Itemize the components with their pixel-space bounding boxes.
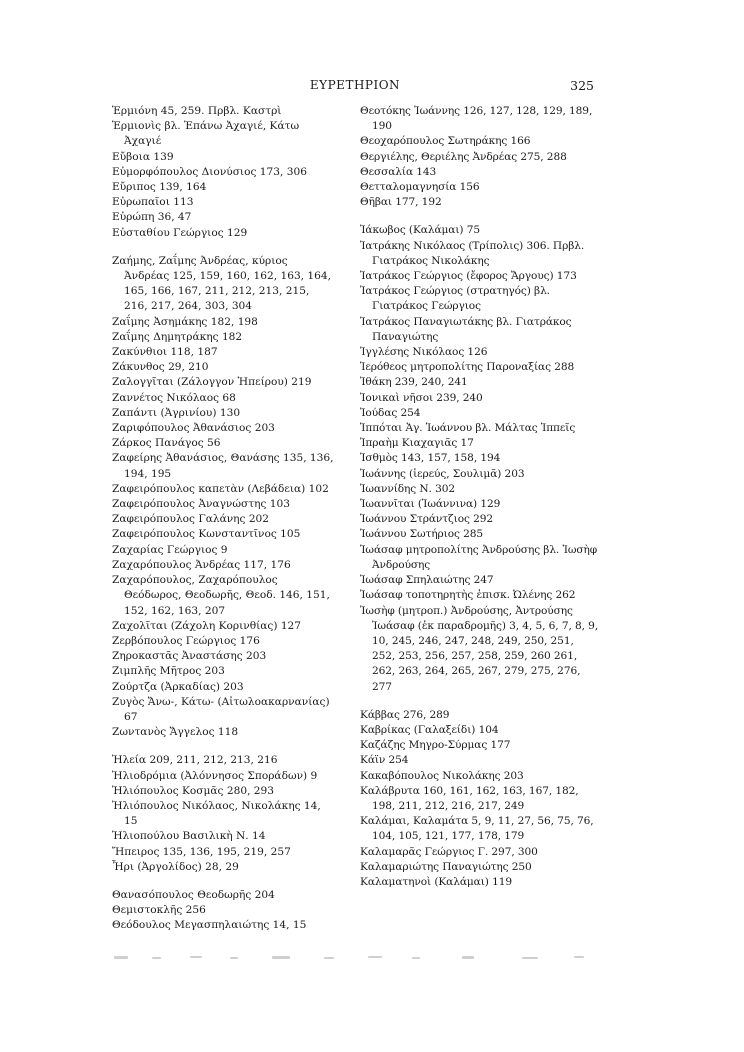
index-entry: Εὔριπος 139, 164 [112, 181, 207, 194]
index-entry: Ἰωάννου Σωτήριος 285 [360, 528, 483, 541]
index-column-right [360, 104, 600, 890]
index-entry: Εὐρώπη 36, 47 [112, 211, 192, 224]
index-entry: Εὐσταθίου Γεώργιος 129 [112, 226, 248, 239]
index-entry: Ἰούδας 254 [360, 406, 421, 419]
index-entry: Ἑρμιονὶς βλ. Ἐπάνω Ἀχαγιέ, Κάτω Ἀχαγιέ [112, 120, 300, 148]
left-index-group [112, 254, 334, 741]
index-entry: Εὔβοια 139 [112, 150, 174, 163]
running-header-title: ΕΥΡΕΤΗΡΙΟΝ [309, 78, 401, 92]
index-entry: Καλαμαρᾶς Γεώργιος Γ. 297, 300 [360, 845, 538, 858]
index-entry: Ζηροκαστᾶς Ἀναστάσης 203 [112, 650, 267, 663]
index-entry: Ζαΐμης Δημητράκης 182 [112, 330, 243, 343]
index-entry: Ἰγγλέσης Νικόλαος 126 [360, 346, 488, 359]
index-entry: Καλαματηνοὶ (Καλάμαι) 119 [360, 875, 513, 888]
index-entry: Εὐρωπαῖοι 113 [112, 196, 194, 209]
index-entry: Ἰατράκος Παναγιωτάκης βλ. Γιατράκος Παναγιώτης [360, 315, 572, 343]
index-entry: Θεόδουλος Μεγασπηλαιώτης 14, 15 [112, 919, 307, 932]
index-entry: Ζαχολῖται (Ζάχολη Κορινθίας) 127 [112, 619, 302, 632]
index-entry: Ἰωαννῖται (Ἰωάννινα) 129 [360, 498, 501, 511]
index-entry: Ἰωάννου Στράντζιος 292 [360, 513, 494, 526]
index-entry: Ζάκυνθος 29, 210 [112, 361, 209, 374]
index-entry: Ἱερόθεος μητροπολίτης Παροναξίας 288 [360, 361, 575, 374]
index-column-left [112, 104, 334, 934]
index-entry: Ἰάκωβος (Καλάμαι) 75 [360, 224, 480, 237]
index-entry: Ἰωάννης (ἱερεύς, Σουλιμᾶ) 203 [360, 467, 525, 480]
index-entry: Θετταλομαγνησία 156 [360, 181, 480, 194]
index-entry: Ἑρμιόνη 45, 259. Πρβλ. Καστρὶ [112, 105, 282, 117]
index-entry: Ζαλογγῖται (Ζάλογγον Ἠπείρου) 219 [112, 376, 312, 389]
index-entry: Ἰονικαὶ νῆσοι 239, 240 [360, 391, 483, 404]
index-entry: Ζαφειρόπουλος Γαλάνης 202 [112, 513, 270, 526]
index-entry: Ζαννέτος Νικόλαος 68 [112, 391, 236, 404]
index-entry: Θεσσαλία 143 [360, 165, 437, 178]
index-entry: Ζαπάντι (Ἀγρινίου) 130 [112, 406, 241, 419]
index-entry: Ἰθάκη 239, 240, 241 [360, 376, 468, 389]
index-entry: Ἠλιόπουλος Νικόλαος, Νικολάκης 14, 15 [112, 799, 321, 828]
left-index-group [112, 888, 334, 934]
index-entry: Ζαήμης, Ζαΐμης Ἀνδρέας, κύριος Ἀνδρέας 125, 159, 160, 162, 163, 164, 165, 166, 167, 211, 212, 213, 215, 216, 217, 264, 303, 304 [112, 254, 332, 313]
index-entry: Ἤπειρος 135, 136, 195, 219, 257 [112, 845, 291, 858]
index-entry: Ζαφειρόπουλος καπετὰν (Λεβάδεια) 102 [112, 482, 329, 495]
index-entry: Ἠλιοπούλου Βασιλικὴ Ν. 14 [112, 830, 266, 843]
index-entry: Ἰωάσαφ μητροπολίτης Ἀνδρούσης βλ. Ἰωσὴφ Ἀνδρούσης [360, 543, 598, 571]
index-entry: Ζαριφόπουλος Ἀθανάσιος 203 [112, 422, 275, 435]
page-number: 325 [570, 78, 594, 93]
index-entry: Κάββας 276, 289 [360, 708, 450, 721]
index-entry: Ζιμπλῆς Μῆτρος 203 [112, 665, 225, 678]
index-entry: Ἰπραὴμ Κιαχαγιᾶς 17 [360, 437, 474, 450]
index-entry: Ἠλιόπουλος Κοσμᾶς 280, 293 [112, 784, 275, 797]
index-entry: Ζακύνθιοι 118, 187 [112, 346, 218, 359]
index-entry: Καβρίκας (Γαλαξείδι) 104 [360, 723, 499, 736]
index-entry: Ἰατράκης Νικόλαος (Τρίπολις) 306. Πρβλ. Γιατράκος Νικολάκης [360, 239, 585, 267]
index-entry: Ζυγὸς Ἄνω-, Κάτω- (Αἰτωλοακαρνανίας) 67 [112, 695, 330, 723]
index-entry: Ζαφείρης Ἀθανάσιος, Θανάσης 135, 136, 194, 195 [112, 452, 334, 480]
index-entry: Κάϊν 254 [360, 754, 409, 767]
index-entry: Ἰωαννίδης Ν. 302 [360, 482, 455, 495]
index-entry: Ζωντανὸς Ἄγγελος 118 [112, 726, 239, 739]
index-entry: Ἰατράκος Γεώργιος (ἔφορος Ἄργους) 173 [360, 270, 577, 283]
right-index-group [360, 708, 600, 890]
index-entry: Θεμιστοκλῆς 256 [112, 904, 206, 917]
right-index-group [360, 223, 600, 694]
index-entry: Ἰωάσαφ Σπηλαιώτης 247 [360, 574, 494, 587]
index-entry: Θεργιέλης, Θεριέλης Ἀνδρέας 275, 288 [360, 150, 567, 163]
index-entry: Ἰατράκος Γεώργιος (στρατηγός) βλ. Γιατράκος Γεώργιος [360, 285, 550, 313]
index-entry: Ζαφειρόπουλος Ἀναγνώστης 103 [112, 498, 290, 511]
index-entry: Καλάβρυτα 160, 161, 162, 163, 167, 182, 198, 211, 212, 216, 217, 249 [360, 784, 579, 812]
index-entry: Ἠλιοδρόμια (Ἀλόννησος Σποράδων) 9 [112, 769, 318, 782]
index-entry: Καλαμαριώτης Παναγιώτης 250 [360, 860, 532, 873]
index-entry: Θῆβαι 177, 192 [360, 196, 442, 209]
index-entry: Ἠλεία 209, 211, 212, 213, 216 [112, 754, 278, 767]
index-entry: Θεοχαρόπουλος Σωτηράκης 166 [360, 135, 531, 148]
index-entry: Ἰωσὴφ (μητροπ.) Ἀνδρούσης, Ἀντρούσης Ἰωάσαφ (ἐκ παραδρομῆς) 3, 4, 5, 6, 7, 8, 9, 10, 245, 246, 247, 248, 249, 250, 251, 252, 253, 256, 257, 258, 259, 260 261, 262, 263, 264, 265, 267, 279, 275, 276, 277 [360, 604, 599, 693]
index-entry: Εὐμορφόπουλος Διονύσιος 173, 306 [112, 165, 307, 178]
index-entry: Ζαχαρόπουλος, Ζαχαρόπουλος Θεόδωρος, Θεοδωρῆς, Θεοδ. 146, 151, 152, 162, 163, 207 [112, 574, 330, 617]
scan-smudge-marks [112, 948, 612, 968]
index-entry: Ἱππόται Ἁγ. Ἰωάννου βλ. Μάλτας Ἱππεῖς [360, 422, 576, 435]
left-index-group [112, 753, 334, 875]
index-entry: Ζαΐμης Ἀσημάκης 182, 198 [112, 315, 258, 328]
index-entry: Ἰσθμὸς 143, 157, 158, 194 [360, 452, 501, 465]
index-entry: Ζάρκος Πανάγος 56 [112, 437, 221, 450]
index-entry: Ζερβόπουλος Γεώργιος 176 [112, 634, 260, 647]
index-entry: Ζαχαρόπουλος Ἀνδρέας 117, 176 [112, 558, 291, 571]
index-entry: Ἰωάσαφ τοποτηρητὴς ἐπισκ. Ὠλένης 262 [360, 589, 576, 602]
index-entry: Θεοτόκης Ἰωάννης 126, 127, 128, 129, 189, 190 [360, 105, 593, 133]
index-entry: Καζάζης Μηγρο-Σύρμας 177 [360, 739, 511, 752]
left-index-group [112, 104, 334, 241]
index-entry: Ζαχαρίας Γεώργιος 9 [112, 543, 228, 556]
index-entry: Ζούρτζα (Ἀρκαδίας) 203 [112, 680, 244, 693]
index-entry: Κακαβόπουλος Νικολάκης 203 [360, 769, 524, 782]
index-entry: Καλάμαι, Καλαμάτα 5, 9, 11, 27, 56, 75, 76, 104, 105, 121, 177, 178, 179 [360, 815, 594, 843]
index-entry: Θανασόπουλος Θεοδωρῆς 204 [112, 888, 275, 901]
index-entry: Ζαφειρόπουλος Κωνσταντῖνος 105 [112, 528, 301, 541]
index-entry: Ἦρι (Ἀργολίδος) 28, 29 [112, 860, 239, 873]
right-index-group [360, 104, 600, 210]
